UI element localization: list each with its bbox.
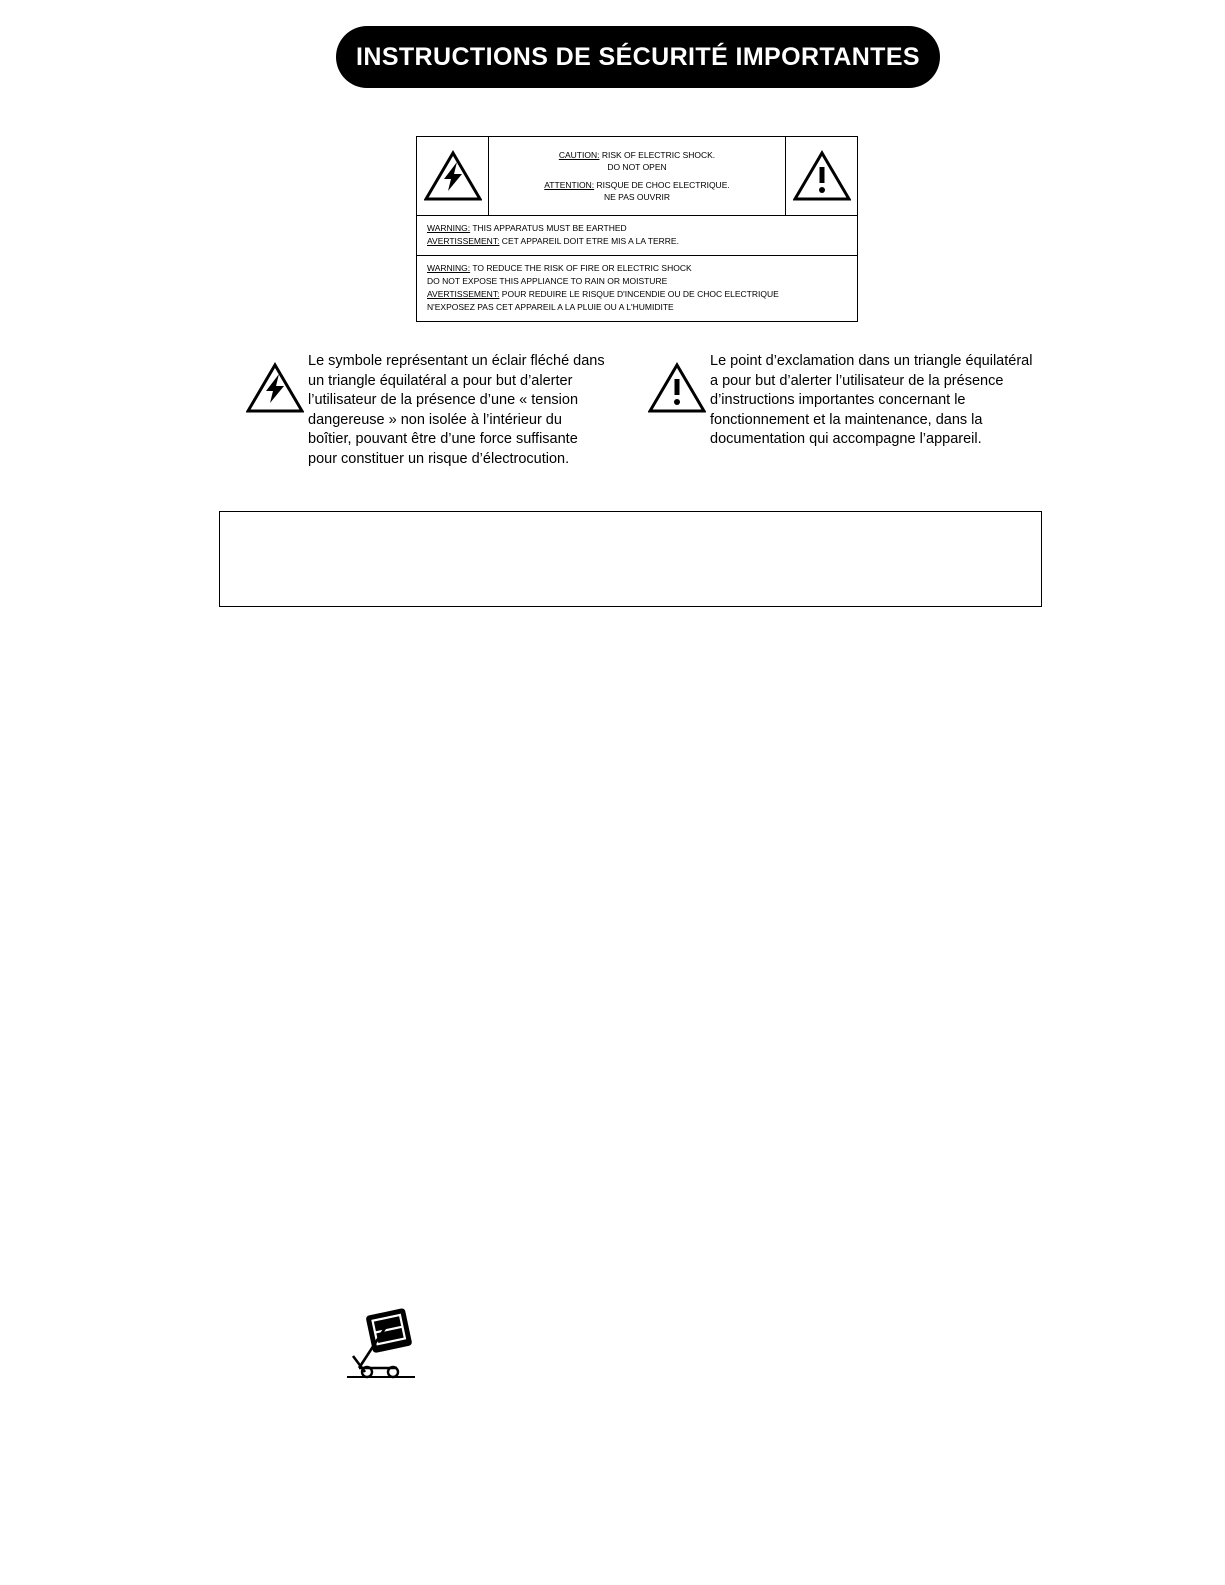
caution-label-fr: ATTENTION: xyxy=(544,180,595,190)
earthing-text-en: THIS APPARATUS MUST BE EARTHED xyxy=(470,223,627,233)
fire-text-en-line2: DO NOT EXPOSE THIS APPLIANCE TO RAIN OR MOISTURE xyxy=(427,276,668,286)
explanation-lightning xyxy=(246,352,616,470)
caution-row xyxy=(417,137,857,216)
caution-label-en: CAUTION: xyxy=(558,150,600,160)
explanation-lightning-text: Le symbole représentant un éclair fléché dans un triangle équilatéral a pour but d’alerter l’utilisateur de la présence d’une « tension dangereuse » non isolée à l’intérieur du boîtier, pouvant être d’une force suffisante pour constituer un risque d’électrocution. xyxy=(308,353,605,467)
caution-text-fr: RISQUE DE CHOC ELECTRIQUE. xyxy=(594,180,730,190)
lightning-bolt-triangle-icon xyxy=(246,352,308,419)
fire-text-fr-line1: POUR REDUIRE LE RISQUE D'INCENDIE OU DE CHOC ELECTRIQUE xyxy=(499,289,779,299)
note-box-text xyxy=(220,512,1041,532)
fire-warning-row xyxy=(417,256,857,321)
lightning-bolt-triangle-icon xyxy=(417,137,489,215)
earthing-label-fr: AVERTISSEMENT: xyxy=(427,236,500,246)
caution-text-en: RISK OF ELECTRIC SHOCK. xyxy=(599,150,716,160)
earthing-warning-row xyxy=(417,216,857,256)
cart-tipping-warning-icon xyxy=(343,1306,419,1380)
fire-text-fr-line2: N'EXPOSEZ PAS CET APPAREIL A LA PLUIE OU A L'HUMIDITE xyxy=(427,302,674,312)
note-box xyxy=(219,511,1042,607)
earthing-text-fr: CET APPAREIL DOIT ETRE MIS A LA TERRE. xyxy=(499,236,679,246)
fire-text-en-line1: TO REDUCE THE RISK OF FIRE OR ELECTRIC SHOCK xyxy=(470,263,692,273)
explanation-exclamation xyxy=(648,352,1048,450)
page-title-banner xyxy=(336,26,940,88)
caution-text-cell xyxy=(489,137,785,215)
caution-line2: DO NOT OPEN xyxy=(607,162,667,172)
exclamation-triangle-icon xyxy=(648,352,710,419)
caution-line4: NE PAS OUVRIR xyxy=(604,192,670,202)
fire-label-fr: AVERTISSEMENT: xyxy=(427,289,500,299)
explanation-exclamation-text: Le point d’exclamation dans un triangle équilatéral a pour but d’alerter l’utilisateur de la présence d’instructions importantes concernant le fonctionnement et la maintenance, dans la documentation qui accompagne l’appareil. xyxy=(710,353,1033,448)
earthing-label-en: WARNING: xyxy=(427,223,471,233)
page-title: INSTRUCTIONS DE SÉCURITÉ IMPORTANTES xyxy=(356,42,920,71)
safety-warning-box xyxy=(416,136,858,322)
fire-label-en: WARNING: xyxy=(427,263,471,273)
exclamation-triangle-icon xyxy=(785,137,857,215)
